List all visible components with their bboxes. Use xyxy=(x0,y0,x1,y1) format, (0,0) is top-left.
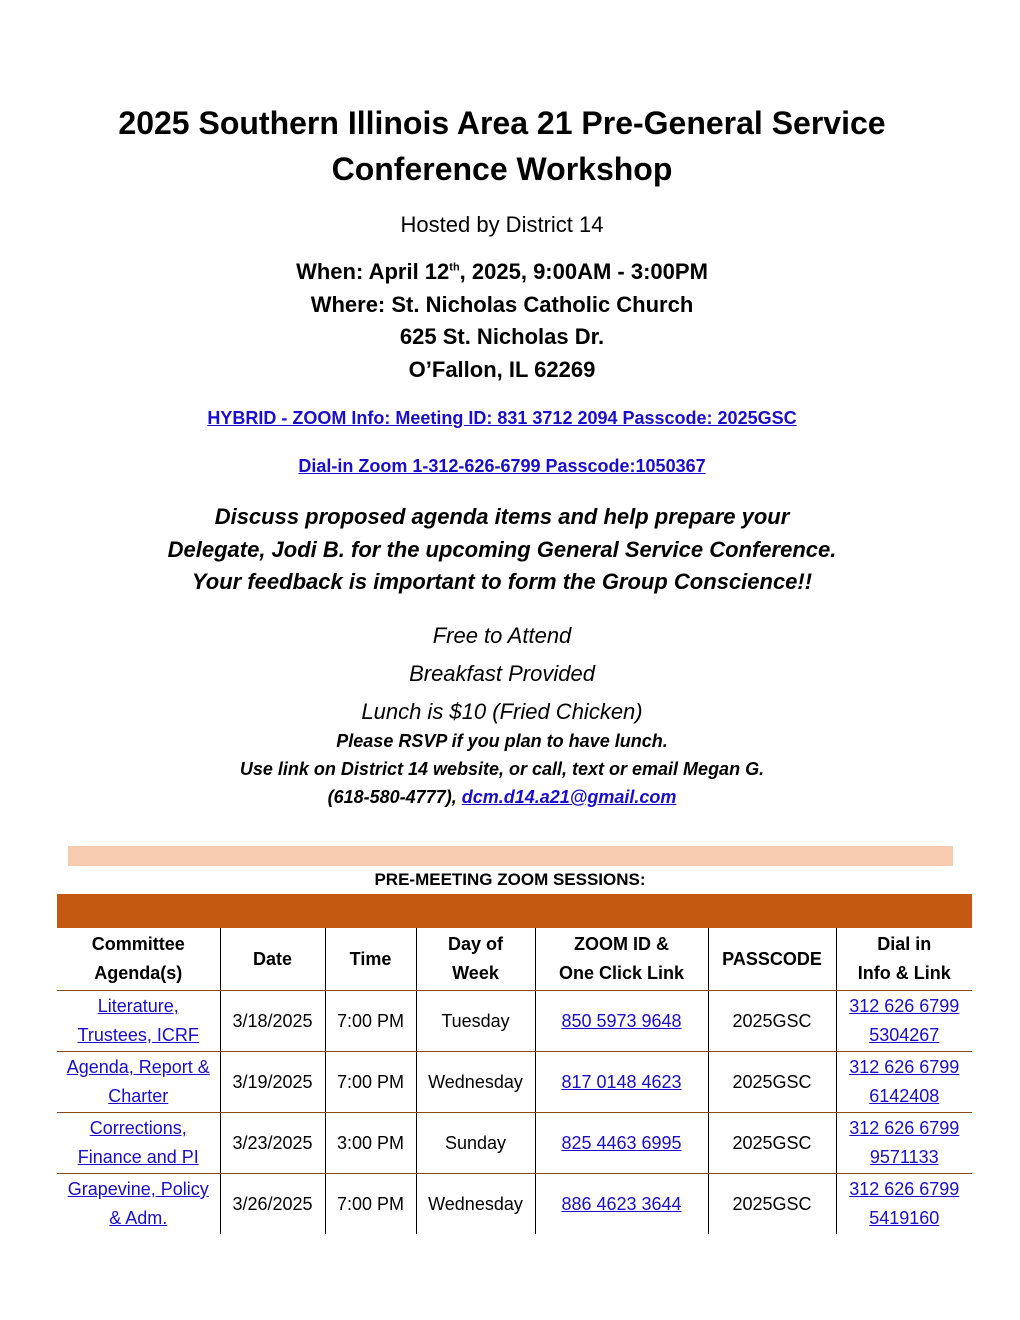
col-time: Time xyxy=(325,928,416,991)
rsvp-contact xyxy=(0,783,1004,811)
discuss-line-3: Your feedback is important to form the Group Conscience!! xyxy=(191,569,813,594)
zoom-info-link[interactable]: HYBRID - ZOOM Info: Meeting ID: 831 3712 2094 Passcode: 2025GSC xyxy=(207,408,797,428)
title-line-2: Conference Workshop xyxy=(331,151,673,187)
page-title xyxy=(0,100,1004,192)
col-passcode: PASSCODE xyxy=(708,928,836,991)
lunch-cost: Lunch is $10 (Fried Chicken) xyxy=(361,699,643,724)
decorative-band xyxy=(68,846,953,866)
dial-in-link[interactable]: 312 626 6799 5419160 xyxy=(849,1179,960,1228)
date-cell: 3/19/2025 xyxy=(220,1052,325,1113)
dial-in-link[interactable]: 312 626 6799 9571133 xyxy=(849,1118,960,1167)
rsvp-email-link[interactable]: dcm.d14.a21@gmail.com xyxy=(461,787,677,807)
event-details xyxy=(0,256,1004,386)
committee-link[interactable]: Agenda, Report & Charter xyxy=(66,1057,210,1106)
zoom-info-row xyxy=(0,405,1004,431)
zoom-id-link[interactable]: 825 4463 6995 xyxy=(561,1132,682,1153)
dial-in-cell xyxy=(836,1052,972,1113)
table-row xyxy=(57,1052,972,1113)
committee-link[interactable]: Grapevine, Policy & Adm. xyxy=(67,1179,209,1228)
dial-in-cell xyxy=(836,991,972,1052)
table-row xyxy=(57,1113,972,1174)
dial-in-cell xyxy=(836,1174,972,1235)
committee-cell[interactable] xyxy=(57,1174,220,1235)
zoom-id-cell xyxy=(535,1052,708,1113)
time-cell: 7:00 PM xyxy=(325,1174,416,1235)
day-cell: Tuesday xyxy=(416,991,535,1052)
date-cell: 3/23/2025 xyxy=(220,1113,325,1174)
discuss-text xyxy=(0,501,1004,599)
date-cell: 3/18/2025 xyxy=(220,991,325,1052)
passcode-cell: 2025GSC xyxy=(708,1174,836,1235)
zoom-id-link[interactable]: 817 0148 4623 xyxy=(561,1071,682,1092)
rsvp-line-2: Use link on District 14 website, or call, text or email Megan G. xyxy=(239,759,765,779)
title-line-1: 2025 Southern Illinois Area 21 Pre-General Service xyxy=(118,105,886,141)
dialin-info-link[interactable]: Dial-in Zoom 1-312-626-6799 Passcode:1050367 xyxy=(298,456,706,476)
date-cell: 3/26/2025 xyxy=(220,1174,325,1235)
time-cell: 7:00 PM xyxy=(325,991,416,1052)
table-header-row xyxy=(57,928,972,991)
zoom-id-link[interactable]: 850 5973 9648 xyxy=(561,1010,682,1031)
col-dial-in: Dial in Info & Link xyxy=(836,928,972,991)
day-cell: Sunday xyxy=(416,1113,535,1174)
rsvp-line-1: Please RSVP if you plan to have lunch. xyxy=(336,731,668,751)
passcode-cell: 2025GSC xyxy=(708,1052,836,1113)
col-committee: Committee Agenda(s) xyxy=(57,928,220,991)
dial-in-link[interactable]: 312 626 6799 5304267 xyxy=(849,996,960,1045)
hosted-by: Hosted by District 14 xyxy=(400,212,604,237)
zoom-id-link[interactable]: 886 4623 3644 xyxy=(561,1193,682,1214)
amenities xyxy=(0,617,1004,731)
committee-link[interactable]: Literature, Trustees, ICRF xyxy=(77,996,199,1045)
discuss-line-1: Discuss proposed agenda items and help prepare your xyxy=(214,504,790,529)
time-cell: 3:00 PM xyxy=(325,1113,416,1174)
event-address-city: O’Fallon, IL 62269 xyxy=(408,356,596,382)
table-row xyxy=(57,991,972,1052)
sessions-heading: PRE-MEETING ZOOM SESSIONS: xyxy=(374,870,646,889)
day-cell: Wednesday xyxy=(416,1052,535,1113)
day-cell: Wednesday xyxy=(416,1174,535,1235)
sessions-table xyxy=(57,928,972,1234)
zoom-id-cell xyxy=(535,991,708,1052)
zoom-id-cell xyxy=(535,1113,708,1174)
committee-cell[interactable] xyxy=(57,991,220,1052)
event-where: Where: St. Nicholas Catholic Church xyxy=(310,291,694,317)
discuss-line-2: Delegate, Jodi B. for the upcoming General Service Conference. xyxy=(167,536,837,562)
breakfast-provided: Breakfast Provided xyxy=(409,661,595,686)
free-to-attend: Free to Attend xyxy=(432,623,572,648)
time-cell: 7:00 PM xyxy=(325,1052,416,1113)
table-row xyxy=(57,1174,972,1235)
col-day: Day of Week xyxy=(416,928,535,991)
dialin-info-row xyxy=(0,453,1004,479)
table-header-band xyxy=(57,894,972,928)
passcode-cell: 2025GSC xyxy=(708,1113,836,1174)
col-date: Date xyxy=(220,928,325,991)
rsvp-phone: (618-580-4777), xyxy=(327,787,462,807)
rsvp-text xyxy=(0,727,1004,811)
dial-in-link[interactable]: 312 626 6799 6142408 xyxy=(849,1057,960,1106)
committee-link[interactable]: Corrections, Finance and PI xyxy=(77,1118,199,1167)
event-address-street: 625 St. Nicholas Dr. xyxy=(399,324,605,349)
committee-cell[interactable] xyxy=(57,1052,220,1113)
event-when: When: April 12th, 2025, 9:00AM - 3:00PM xyxy=(296,259,708,284)
col-zoom-id: ZOOM ID & One Click Link xyxy=(535,928,708,991)
dial-in-cell xyxy=(836,1113,972,1174)
zoom-id-cell xyxy=(535,1174,708,1235)
committee-cell[interactable] xyxy=(57,1113,220,1174)
passcode-cell: 2025GSC xyxy=(708,991,836,1052)
